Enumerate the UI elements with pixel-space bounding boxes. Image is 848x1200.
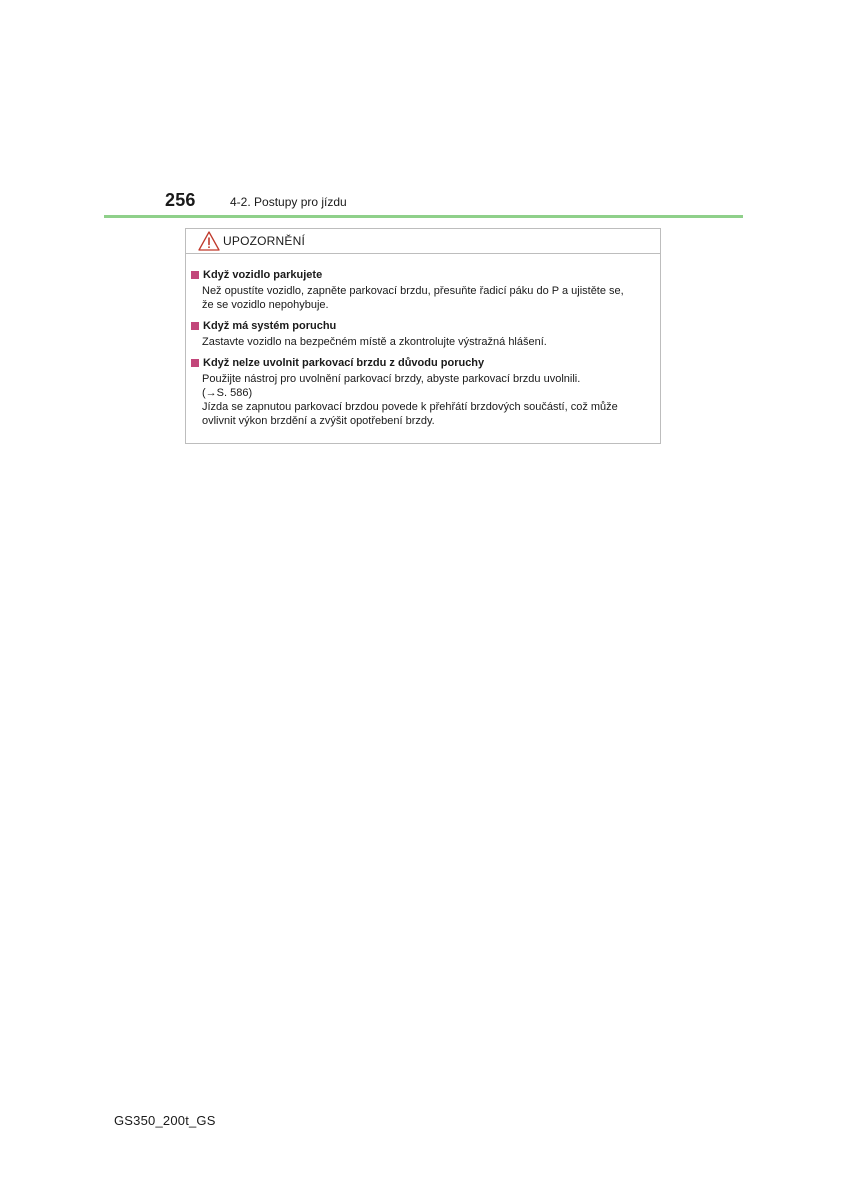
warning-title: UPOZORNĚNÍ (223, 234, 306, 248)
body-line: že se vozidlo nepohybuje. (202, 299, 329, 311)
header-rule (104, 215, 743, 218)
warning-item-heading-text: Když nelze uvolnit parkovací brzdu z důvodu poruchy (203, 356, 485, 369)
page-number: 256 (165, 190, 196, 210)
warning-item-body (202, 372, 653, 428)
warning-triangle-icon (198, 231, 220, 251)
warning-item-heading-text: Když vozidlo parkujete (203, 268, 323, 281)
warning-item-heading-text: Když má systém poruchu (203, 319, 337, 332)
body-line: ovlivnit výkon brzdění a zvýšit opotřebení brzdy. (202, 415, 435, 427)
warning-item (191, 355, 653, 428)
model-code: GS350_200t_GS (114, 1113, 216, 1128)
body-line: Použijte nástroj pro uvolnění parkovací brzdy, abyste parkovací brzdu uvolnili. (202, 373, 581, 385)
warning-item (191, 318, 653, 349)
square-bullet-icon (191, 359, 199, 367)
square-bullet-icon (191, 271, 199, 279)
section-title: 4-2. Postupy pro jízdu (230, 195, 347, 209)
warning-item (191, 267, 653, 312)
warning-header (186, 229, 660, 254)
warning-item-body (202, 335, 653, 349)
body-line: Zastavte vozidlo na bezpečném místě a zkontrolujte výstražná hlášení. (202, 336, 547, 348)
square-bullet-icon (191, 322, 199, 330)
warning-item-heading (191, 267, 653, 282)
body-line: Jízda se zapnutou parkovací brzdou povede k přehřátí brzdových součástí, což může (202, 401, 618, 413)
warning-item-heading (191, 355, 653, 370)
warning-item-heading (191, 318, 653, 333)
body-line: Než opustíte vozidlo, zapněte parkovací brzdu, přesuňte řadicí páku do P a ujistěte se, (202, 285, 624, 297)
page-reference: (→S. 586) (202, 387, 253, 399)
warning-item-body (202, 284, 653, 312)
warning-box (185, 228, 661, 444)
page-header (165, 190, 743, 216)
